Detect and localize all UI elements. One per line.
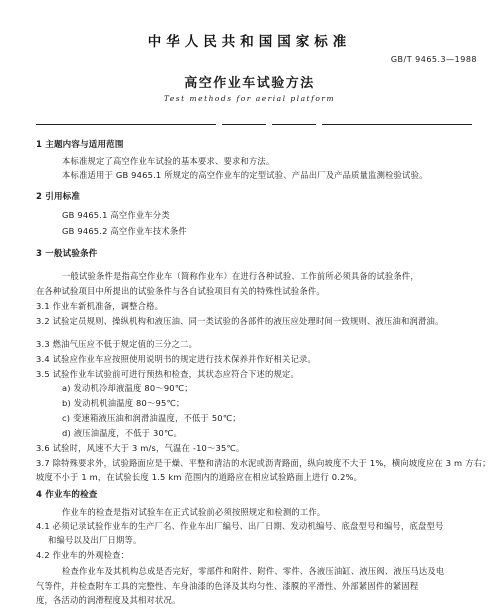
body-text-line: 度，各活动的润滑程度及其相对状况。 (36, 595, 181, 605)
document-title: 高空作业车试验方法 (184, 76, 315, 91)
body-text-line: 3.5 试验作业车试验前可进行预热和检查，其状态应符合下述的规定。 (36, 369, 300, 379)
body-text-line: 坡度不小于 1 m，在试验长度 1.5 km 范围内的道路应在相应试验路面上进行 0.2%。 (36, 472, 363, 482)
body-text-line: 检查作业车及其机构总成是否完好，零部件和附件、附件、零件、各液压油缸、液压阀、液压马达及电 (62, 566, 445, 576)
document-title-english: Test methods for aerial platform (163, 94, 336, 103)
body-text-line: 本标准规定了高空作业车试验的基本要求、要求和方法。 (62, 156, 275, 166)
body-text-line: 4.2 作业车的外观检查： (36, 550, 130, 560)
body-text-line: 和编号以及出厂日期等。 (48, 535, 142, 545)
body-text-line: 本标准适用于 GB 9465.1 所规定的高空作业车的定型试验、产品出厂及产品质量监测检验试验。 (62, 170, 428, 180)
section-heading: 4 作业车的检查 (36, 490, 98, 500)
body-text-line: GB 9465.2 高空作业车技术条件 (62, 226, 187, 236)
section-heading: 3 一般试验条件 (36, 249, 98, 259)
body-text-line: 3.7 除特殊要求外，试验路面应是干燥、平整和清洁的水泥或沥青路面，纵向坡度不大于 1%，横向坡度应在 3 m 方右； (36, 458, 491, 468)
body-text-line: 3.1 作业车新机准备，调整合格。 (36, 301, 164, 311)
standard-code: GB/T 9465.3—1988 (390, 55, 477, 64)
header-rule-middle-2 (272, 124, 316, 125)
header-rule-right (322, 124, 472, 125)
header-rule-left (36, 124, 216, 125)
section-heading: 2 引用标准 (36, 192, 81, 202)
body-text-line: 3.3 燃油气压应不低于规定值的三分之二。 (36, 339, 198, 349)
body-text-line: c) 变速箱液压油和润滑油温度，不低于 50℃； (62, 413, 241, 423)
body-text-line: a) 发动机冷却液温度 80～90℃； (62, 383, 193, 393)
body-text-line: 3.2 试验定员规则、操纵机构和液压油、同一类试验的各部件的液压应处理时间一致规则、液压油和润滑油。 (36, 316, 444, 326)
body-text-line: d) 液压油温度，不低于 30℃。 (62, 428, 183, 438)
body-text-line: 3.4 试验应作业车应按照使用说明书的规定进行技术保养并作好相关记录。 (36, 354, 317, 364)
body-text-line: 一般试验条件是指高空作业车（简称作业车）在进行各种试验、工作前所必须具备的试验条件， (62, 271, 419, 281)
header-rule-middle (222, 124, 266, 125)
body-text-line: 气等件，并检查附车工具的完整性、车身油漆的色泽及其均匀性、漆膜的平滑性、外部紧固件的紧固程 (36, 581, 419, 591)
body-text-line: 3.6 试验时，风速不大于 3 m/s，气温在 -10～35℃。 (36, 443, 245, 453)
body-text-line: GB 9465.1 高空作业车分类 (62, 210, 170, 220)
body-text-line: 作业车的检查是指对试验车在正式试验前必须按照规定和检测的工作。 (62, 507, 326, 517)
standard-title: 中华人民共和国国家标准 (147, 34, 352, 50)
body-text-line: 在各种试验项目中所提出的试验条件与各自试验项目有关的特殊性试验条件。 (36, 286, 325, 296)
body-text-line: b) 发动机机油温度 80～95℃； (62, 398, 185, 408)
section-heading: 1 主题内容与适用范围 (36, 140, 124, 150)
body-text-line: 4.1 必须记录试验作业车的生产厂名、作业车出厂编号、出厂日期、发动机编号、底盘型号和编号，底盘型号 (36, 521, 444, 531)
